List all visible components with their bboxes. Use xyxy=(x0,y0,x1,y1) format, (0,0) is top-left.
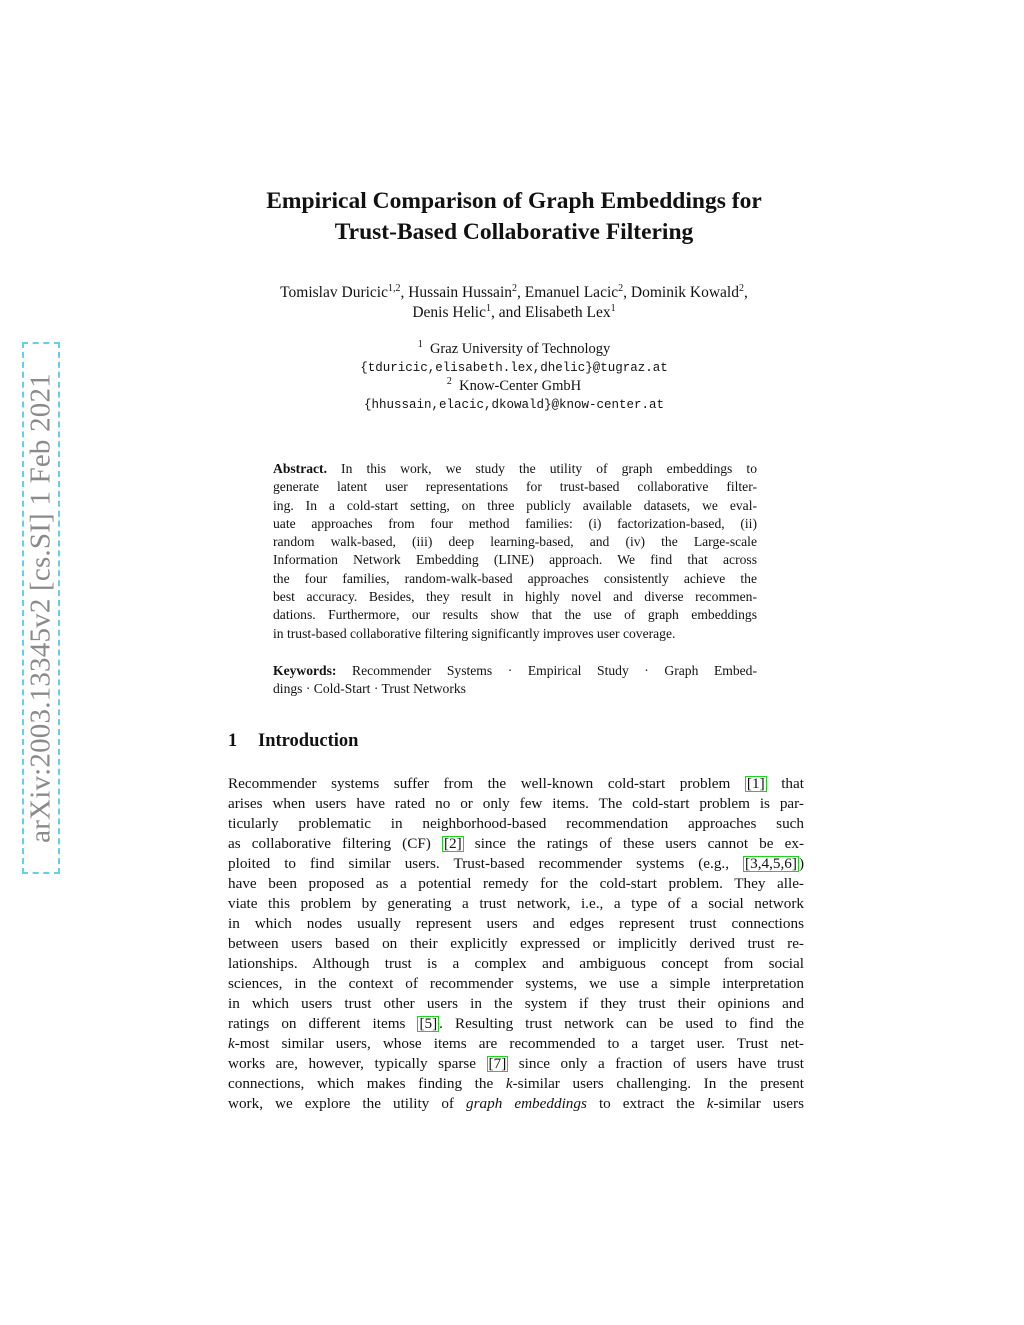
body-line: ploited to find similar users. Trust-based recommender systems (e.g., [3,4,5,6] ) xyxy=(228,855,804,872)
citation-link[interactable]: [3,4,5,6] xyxy=(745,855,797,872)
body-line: sciences, in the context of recommender systems, we use a simple interpretation xyxy=(228,975,804,992)
keywords-label: Keywords: xyxy=(273,663,337,678)
body-line: as collaborative filtering (CF) [2] since the ratings of these users cannot be ex- xyxy=(228,835,805,852)
author-affil-marker: 2 xyxy=(618,282,624,294)
author-name: , Hussain Hussain xyxy=(400,284,512,301)
keywords-line: Keywords: Recommender Systems · Empirical Study · Graph Embed- xyxy=(273,663,757,678)
body-line: viate this problem by generating a trust network, i.e., a type of a social network xyxy=(228,895,804,912)
abstract xyxy=(273,460,757,643)
abstract-line: uate approaches from four method families: (i) factorization-based, (ii) xyxy=(273,515,757,531)
abstract-line: ing. In a cold-start setting, on three publicly available datasets, we eval- xyxy=(273,497,757,513)
author-line xyxy=(200,303,828,323)
citation-link[interactable]: [5] xyxy=(419,1015,438,1032)
abstract-label: Abstract. xyxy=(273,461,327,476)
abstract-line: Abstract. In this work, we study the utility of graph embeddings to xyxy=(273,461,757,476)
keywords xyxy=(273,662,757,699)
author-separator: , xyxy=(743,284,748,301)
author-affil-marker: 2 xyxy=(738,282,744,294)
affil-email-link[interactable]: {tduricic,elisabeth.lex,dhelic}@tugraz.at xyxy=(360,360,668,375)
abstract-line: the four families, random-walk-based approaches consistently achieve the xyxy=(273,570,757,586)
body-line: in which users trust other users in the system if they trust their opinions and xyxy=(228,995,804,1012)
paper-title xyxy=(200,186,828,248)
body-line: ticularly problematic in neighborhood-based recommendation approaches such xyxy=(228,815,804,832)
affiliation-2 xyxy=(200,377,828,396)
body-line: have been proposed as a potential remedy for the cold-start problem. They alle- xyxy=(228,875,804,892)
title-line: Trust-Based Collaborative Filtering xyxy=(334,219,694,245)
abstract-line: best accuracy. Besides, they result in highly novel and diverse recommen- xyxy=(273,589,757,605)
abstract-line: Information Network Embedding (LINE) approach. We find that across xyxy=(273,552,757,568)
body-line: k-most similar users, whose items are recommended to a target user. Trust net- xyxy=(228,1035,804,1052)
body-line: connections, which makes finding the k-similar users challenging. In the present xyxy=(228,1075,804,1092)
abstract-line: in trust-based collaborative filtering significantly improves user coverage. xyxy=(273,625,676,641)
section-heading xyxy=(228,731,358,752)
author-affil-marker: 1 xyxy=(610,302,616,314)
arxiv-identifier: arXiv:2003.13345v2 [cs.SI] 1 Feb 2021 xyxy=(24,373,57,843)
affil-name: Graz University of Technology xyxy=(429,341,611,357)
author-name: , and Elisabeth Lex xyxy=(490,304,611,321)
keywords-line: dings · Cold-Start · Trust Networks xyxy=(273,681,466,697)
body-line: in which nodes usually represent users and edges represent trust connections xyxy=(228,915,804,932)
body-line: ratings on different items [5] . Resulting trust network can be used to find the xyxy=(228,1015,805,1032)
body-line: Recommender systems suffer from the well-known cold-start problem [1] that xyxy=(228,775,804,792)
section-number: 1 xyxy=(228,731,238,751)
author-line xyxy=(200,283,828,303)
title-line: Empirical Comparison of Graph Embeddings for xyxy=(266,188,762,214)
affiliation-1 xyxy=(200,340,828,359)
affil-email-link[interactable]: {hhussain,elacic,dkowald}@know-center.at xyxy=(363,397,665,412)
arxiv-stamp xyxy=(22,342,60,874)
abstract-line: generate latent user representations for trust-based collaborative filter- xyxy=(273,479,757,495)
author-affil-marker: 1 xyxy=(485,302,491,314)
body-line: works are, however, typically sparse [7] since only a fraction of users have trust xyxy=(228,1055,804,1072)
author-list xyxy=(200,283,828,323)
abstract-line: random walk-based, (iii) deep learning-based, and (iv) the Large-scale xyxy=(273,534,757,550)
body-line: arises when users have rated no or only few items. The cold-start problem is par- xyxy=(228,795,804,812)
body-line: lationships. Although trust is a complex and ambiguous concept from social xyxy=(228,955,804,972)
body-line: between users based on their explicitly expressed or implicitly derived trust re- xyxy=(228,935,804,952)
affil-marker: 1 xyxy=(417,339,423,351)
affil-marker: 2 xyxy=(446,376,452,388)
citation-link[interactable]: [7] xyxy=(488,1055,507,1072)
body-text xyxy=(228,774,804,1114)
author-name: , Dominik Kowald xyxy=(623,284,739,301)
body-line: work, we explore the utility of graph embeddings to extract the k-similar users xyxy=(228,1095,805,1112)
section-title: Introduction xyxy=(258,731,359,751)
affiliations xyxy=(200,340,828,414)
author-affil-marker: 2 xyxy=(512,282,517,294)
citation-link[interactable]: [1] xyxy=(746,775,765,792)
author-affil-marker: 1,2 xyxy=(387,282,401,294)
author-name: Tomislav Duricic xyxy=(280,284,388,301)
affil-name: Know-Center GmbH xyxy=(459,378,582,394)
citation-link[interactable]: [2] xyxy=(443,835,462,852)
author-name: , Emanuel Lacic xyxy=(517,284,619,301)
author-name: Denis Helic xyxy=(412,304,486,321)
abstract-line: dations. Furthermore, our results show that the use of graph embeddings xyxy=(273,607,757,623)
